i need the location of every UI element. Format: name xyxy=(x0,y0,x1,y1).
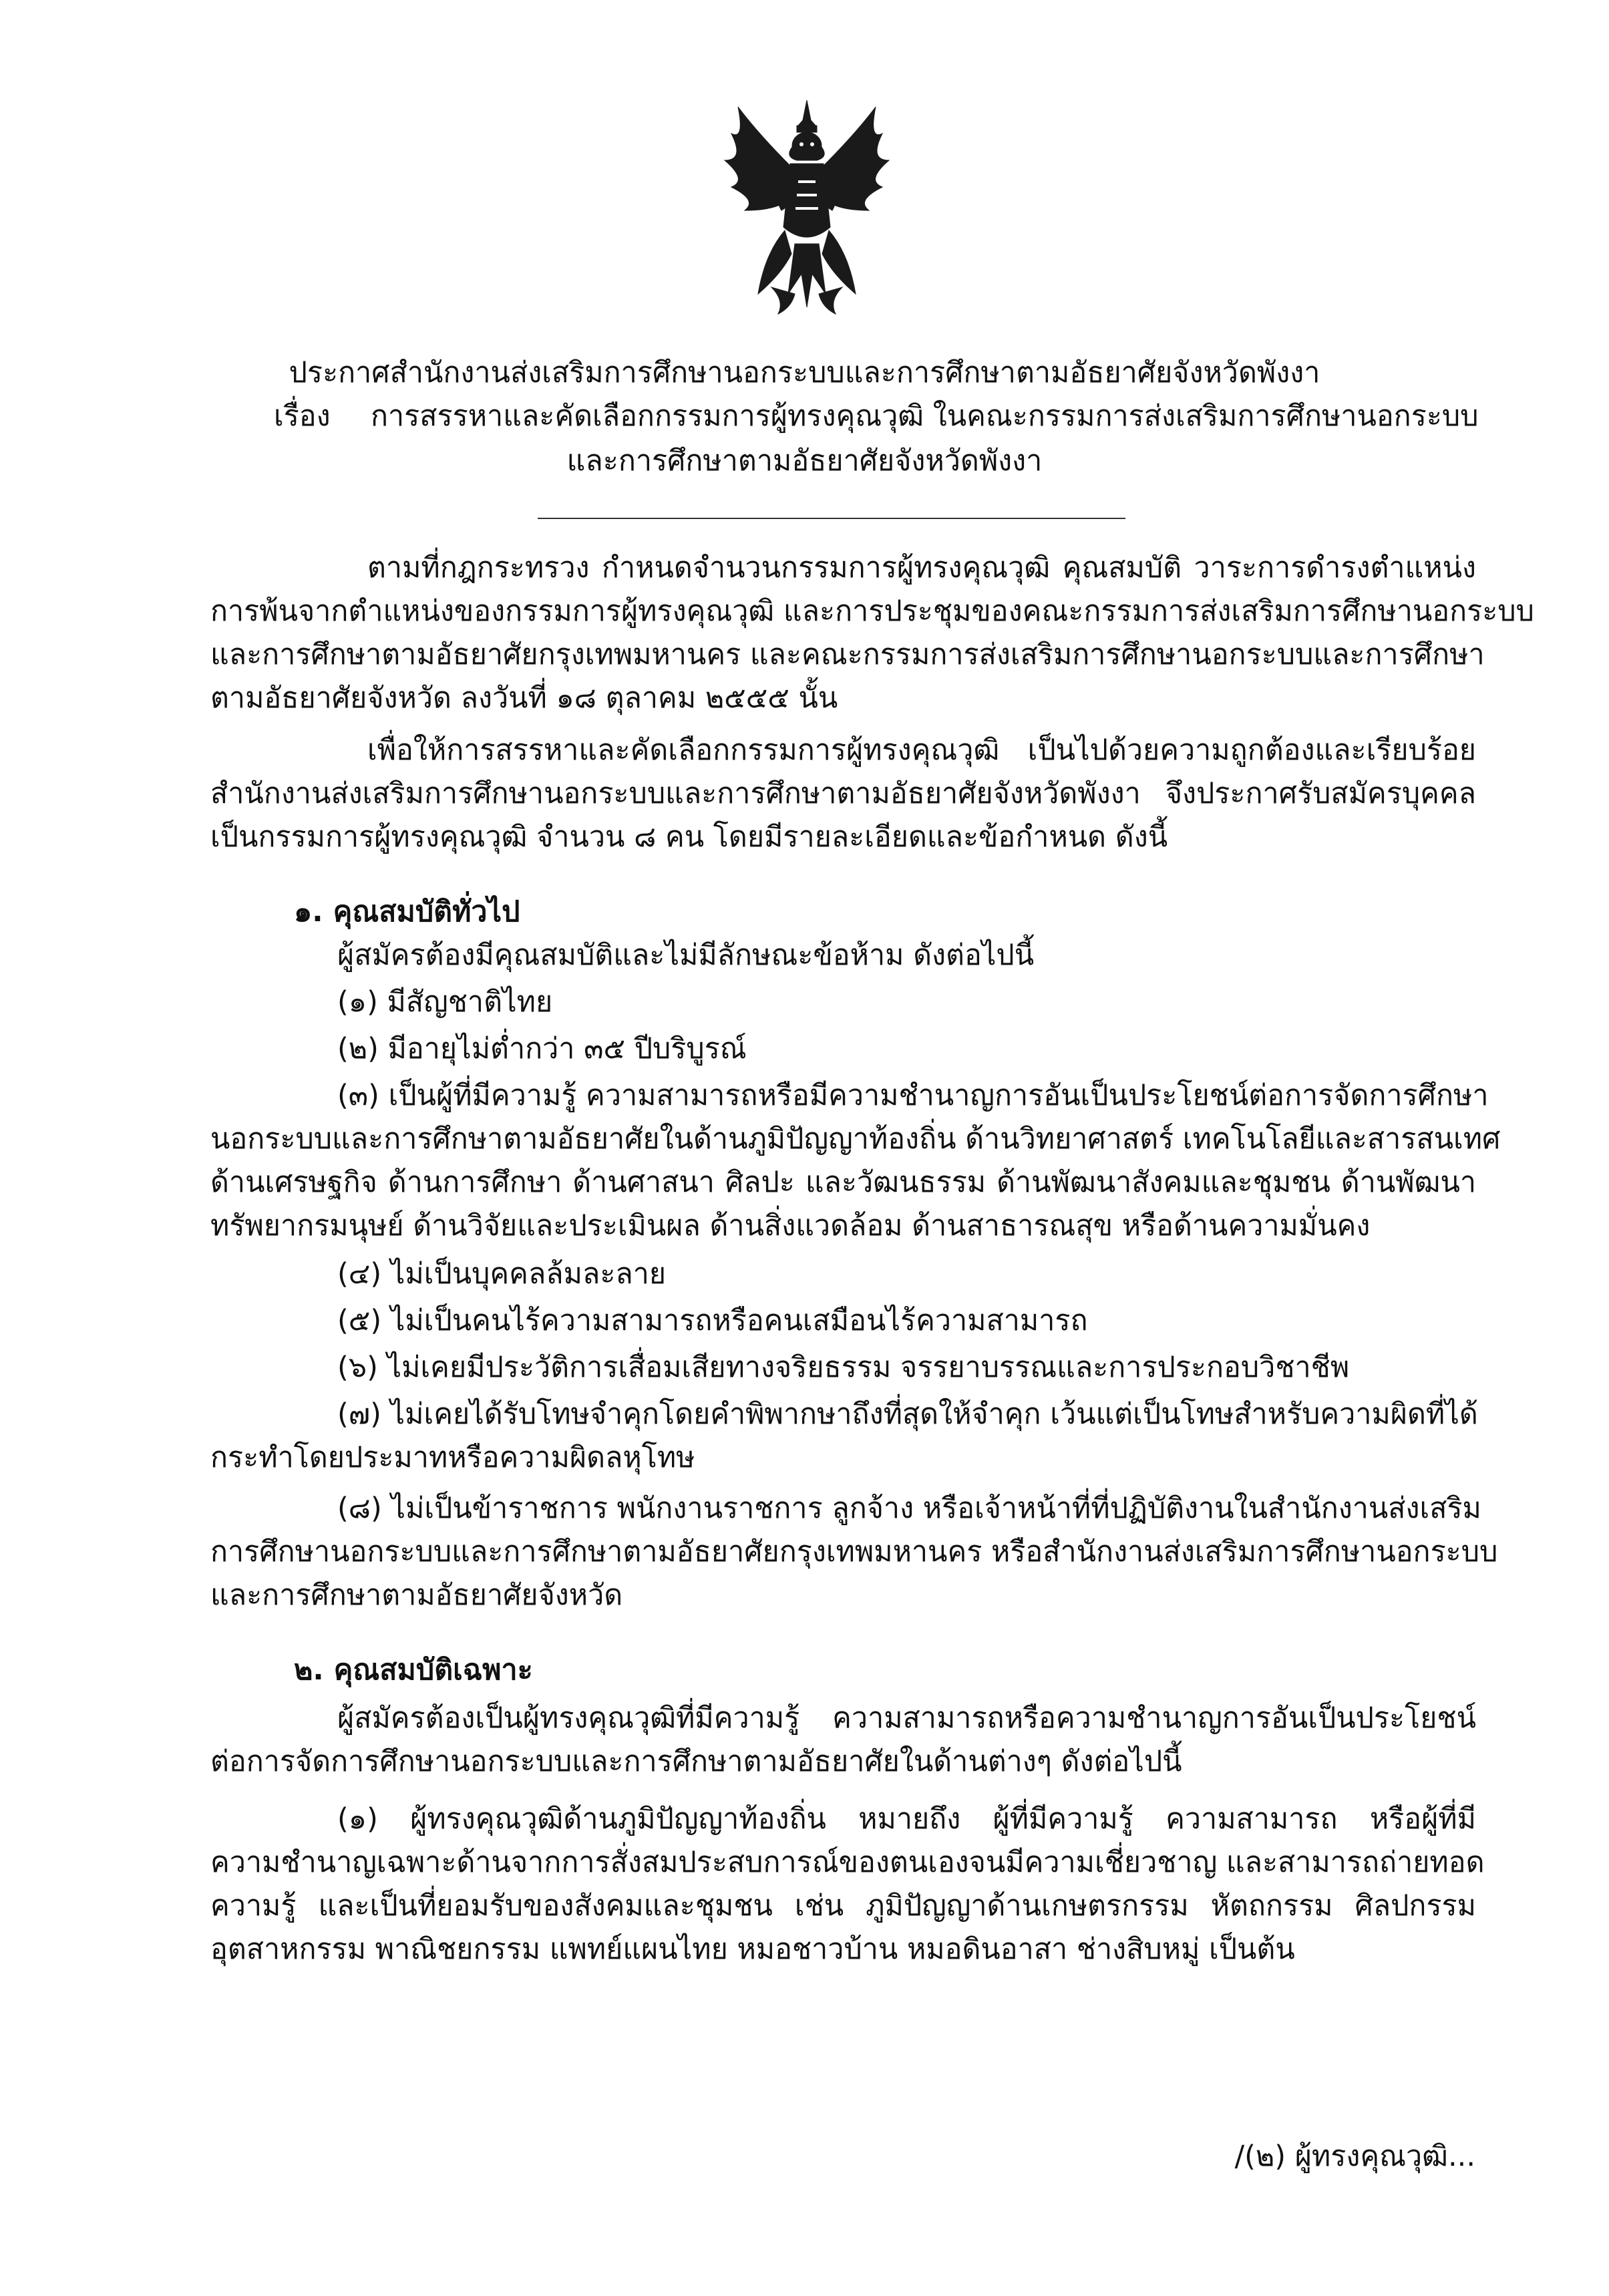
section-2-item-cont: อุตสาหกรรม พาณิชยกรรม แพทย์แผนไทย หมอชาวบ้าน หมอดินอาสา ช่างสิบหมู่ เป็นต้น xyxy=(210,1933,1295,1966)
intro-p2-line: สำนักงานส่งเสริมการศึกษานอกระบบและการศึกษาตามอัธยาศัยจังหวัดพังงา จึงประกาศรับสมัครบุคคล xyxy=(210,777,1476,810)
section-1-item: (๕) ไม่เป็นคนไร้ความสามารถหรือคนเสมือนไร้ความสามารถ xyxy=(337,1304,1088,1337)
section-1-item: (๗) ไม่เคยได้รับโทษจำคุกโดยคำพิพากษาถึงที่สุดให้จำคุก เว้นแต่เป็นโทษสำหรับความผิดที่ได้ xyxy=(337,1398,1478,1431)
section-1-heading: ๑. คุณสมบัติทั่วไป xyxy=(294,895,520,929)
intro-p1-line: ตามที่กฎกระทรวง กำหนดจำนวนกรรมการผู้ทรงคุณวุฒิ คุณสมบัติ วาระการดำรงตำแหน่ง xyxy=(367,551,1476,585)
section-1-item-cont: ทรัพยากรมนุษย์ ด้านวิจัยและประเมินผล ด้านสิ่งแวดล้อม ด้านสาธารณสุข หรือด้านความมั่นคง xyxy=(210,1209,1371,1243)
intro-p1-line: ตามอัธยาศัยจังหวัด ลงวันที่ ๑๘ ตุลาคม ๒๕๕๕ นั้น xyxy=(210,681,838,715)
continued-marker: /(๒) ผู้ทรงคุณวุฒิ... xyxy=(1234,2140,1475,2173)
section-1-lead: ผู้สมัครต้องมีคุณสมบัติและไม่มีลักษณะข้อห้าม ดังต่อไปนี้ xyxy=(337,939,1035,972)
section-2-lead-cont: ต่อการจัดการศึกษานอกระบบและการศึกษาตามอัธยาศัยในด้านต่างๆ ดังต่อไปนี้ xyxy=(210,1745,1182,1778)
section-1-item-cont: การศึกษานอกระบบและการศึกษาตามอัธยาศัยกรุงเทพมหานคร หรือสำนักงานส่งเสริมการศึกษานอกระบบ xyxy=(210,1535,1498,1569)
title-divider xyxy=(538,518,1125,519)
section-1-item-cont: กระทำโดยประมาทหรือความผิดลหุโทษ xyxy=(210,1441,695,1474)
section-1-item-cont: นอกระบบและการศึกษาตามอัธยาศัยในด้านภูมิปัญญาท้องถิ่น ด้านวิทยาศาสตร์ เทคโนโลยีและสารสนเทศ xyxy=(210,1122,1501,1156)
intro-p1-line: การพ้นจากตำแหน่งของกรรมการผู้ทรงคุณวุฒิ และการประชุมของคณะกรรมการส่งเสริมการศึกษานอกระบบ xyxy=(210,595,1534,628)
section-1-item: (๓) เป็นผู้ที่มีความรู้ ความสามารถหรือมีความชำนาญการอันเป็นประโยชน์ต่อการจัดการศึกษา xyxy=(337,1079,1489,1112)
section-1-item-cont: และการศึกษาตามอัธยาศัยจังหวัด xyxy=(210,1579,623,1612)
announcement-title: ประกาศสำนักงานส่งเสริมการศึกษานอกระบบและการศึกษาตามอัธยาศัยจังหวัดพังงา xyxy=(289,356,1320,389)
subject-label: เรื่อง xyxy=(274,399,331,433)
subject-line-2: และการศึกษาตามอัธยาศัยจังหวัดพังงา xyxy=(566,444,1043,478)
section-1-item: (๑) มีสัญชาติไทย xyxy=(337,985,553,1019)
section-1-item: (๘) ไม่เป็นข้าราชการ พนักงานราชการ ลูกจ้าง หรือเจ้าหน้าที่ที่ปฏิบัติงานในสำนักงานส่งเสริม xyxy=(337,1492,1481,1525)
intro-p1-line: และการศึกษาตามอัธยาศัยกรุงเทพมหานคร และคณะกรรมการส่งเสริมการศึกษานอกระบบและการศึกษา xyxy=(210,638,1485,671)
section-1-item: (๖) ไม่เคยมีประวัติการเสื่อมเสียทางจริยธรรม จรรยาบรรณและการประกอบวิชาชีพ xyxy=(337,1351,1350,1384)
section-1-item-cont: ด้านเศรษฐกิจ ด้านการศึกษา ด้านศาสนา ศิลปะ และวัฒนธรรม ด้านพัฒนาสังคมและชุมชน ด้านพัฒนา xyxy=(210,1166,1476,1199)
intro-p2-line: เพื่อให้การสรรหาและคัดเลือกกรรมการผู้ทรงคุณวุฒิ เป็นไปด้วยความถูกต้องและเรียบร้อย xyxy=(367,733,1476,767)
section-2-lead: ผู้สมัครต้องเป็นผู้ทรงคุณวุฒิที่มีความรู้ ความสามารถหรือความชำนาญการอันเป็นประโยชน์ xyxy=(337,1701,1476,1735)
section-2-item-cont: ความรู้ และเป็นที่ยอมรับของสังคมและชุมชน เช่น ภูมิปัญญาด้านเกษตรกรรม หัตถกรรม ศิลปกรรม xyxy=(210,1889,1476,1923)
section-2-heading: ๒. คุณสมบัติเฉพาะ xyxy=(294,1653,533,1687)
section-2-item-cont: ความชำนาญเฉพาะด้านจากการสั่งสมประสบการณ์ของตนเองจนมีความเชี่ยวชาญ และสามารถถ่ายทอด xyxy=(210,1846,1485,1879)
intro-p2-line: เป็นกรรมการผู้ทรงคุณวุฒิ จำนวน ๘ คน โดยมีรายละเอียดและข้อกำหนด ดังนี้ xyxy=(210,820,1168,854)
section-2-item: (๑) ผู้ทรงคุณวุฒิด้านภูมิปัญญาท้องถิ่น หมายถึง ผู้ที่มีความรู้ ความสามารถ หรือผู้ที่มี xyxy=(337,1802,1476,1836)
section-1-item: (๒) มีอายุไม่ต่ำกว่า ๓๕ ปีบริบูรณ์ xyxy=(337,1032,747,1065)
garuda-emblem-icon xyxy=(718,94,896,321)
subject-line-1: การสรรหาและคัดเลือกกรรมการผู้ทรงคุณวุฒิ ในคณะกรรมการส่งเสริมการศึกษานอกระบบ xyxy=(371,399,1479,433)
section-1-item: (๔) ไม่เป็นบุคคลล้มละลาย xyxy=(337,1257,667,1291)
